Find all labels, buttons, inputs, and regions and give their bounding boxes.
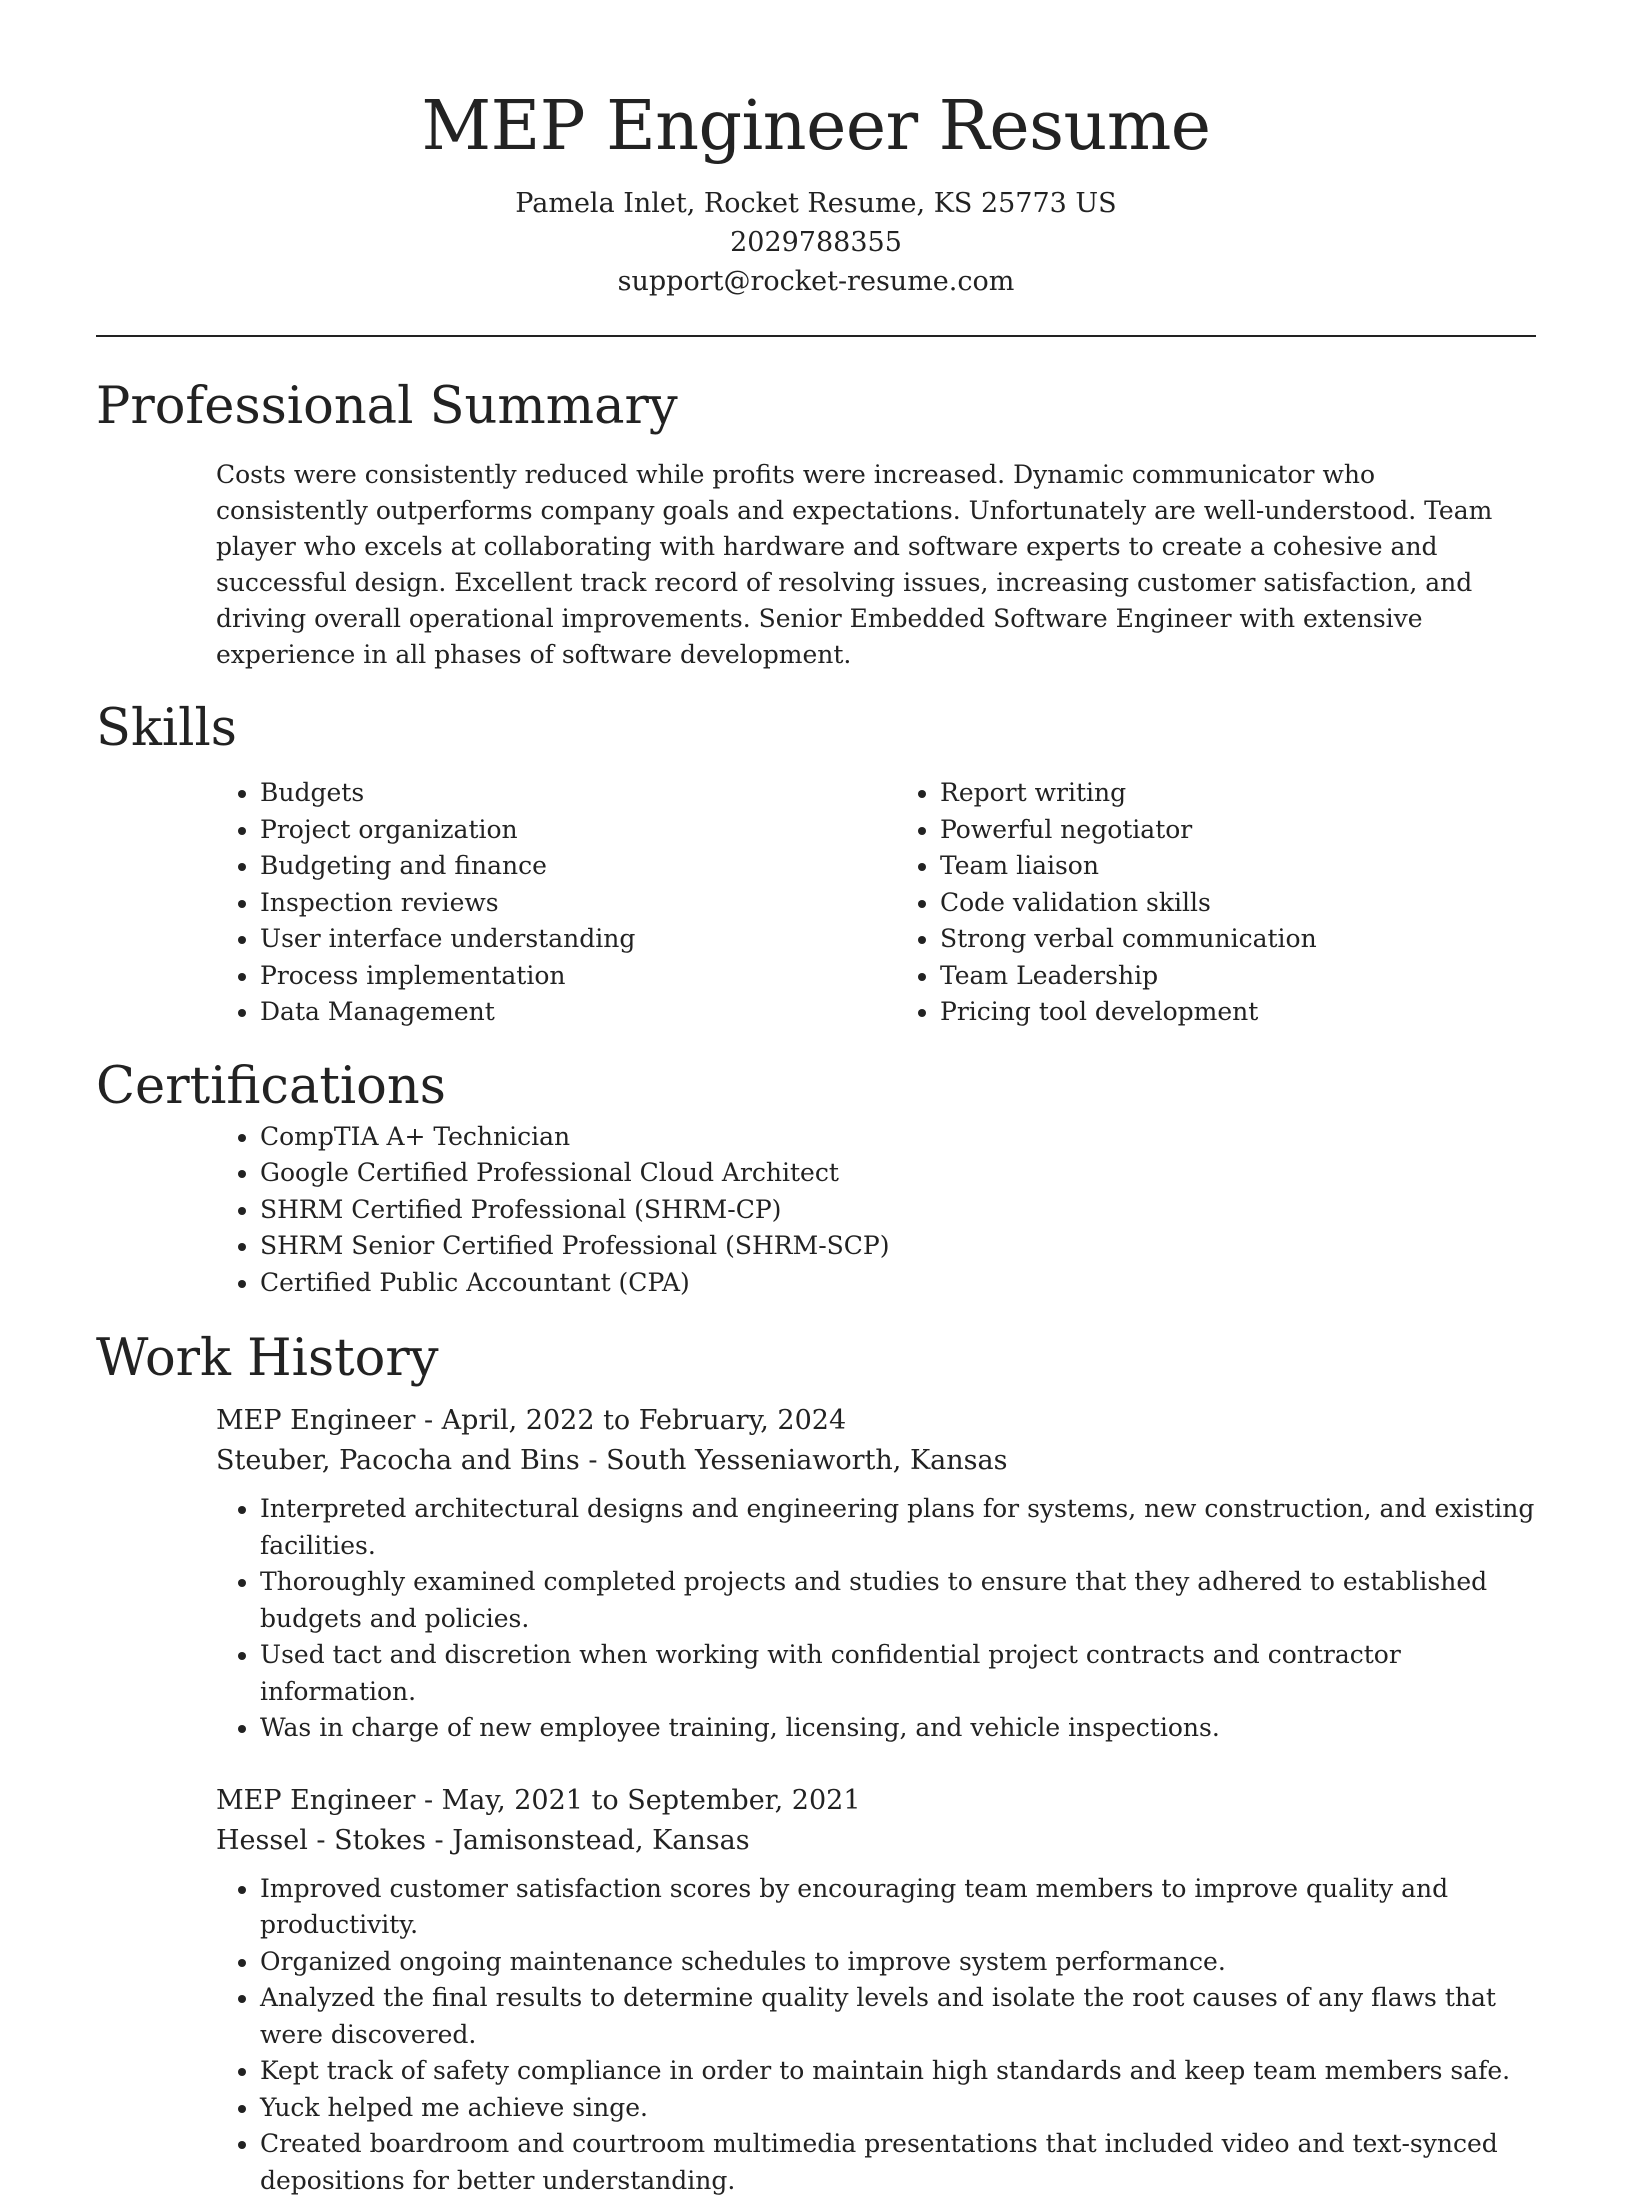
skill-item: • Inspection reviews [260,885,910,922]
skill-item: • Project organization [260,812,910,849]
skill-item: • Strong verbal communication [940,921,1317,958]
skill-item: • Report writing [940,775,1317,812]
job-bullets [216,1491,1536,1747]
skill-item: • Team liaison [940,848,1317,885]
skill-item: • User interface understanding [260,921,910,958]
skills-list-right [940,775,1317,1031]
skills-columns [96,775,1536,1031]
job-bullet: • Organized ongoing maintenance schedules to improve system performance. [260,1944,1536,1981]
skill-item: • Budgets [260,775,910,812]
contact-phone: 2029788355 [96,223,1536,262]
certifications-list [96,1119,1536,1302]
skill-item: • Budgeting and finance [260,848,910,885]
resume-page [96,0,1536,2199]
work-history-heading: Work History [96,1327,1536,1391]
skill-item: • Pricing tool development [940,994,1317,1031]
certification-item: • Google Certified Professional Cloud Architect [260,1155,1536,1192]
job-bullet: • Interpreted architectural designs and engineering plans for systems, new construction, and existing facilities. [260,1491,1536,1564]
job-entry [216,1401,1536,1747]
skill-item: • Data Management [260,994,910,1031]
job-bullet: • Kept track of safety compliance in order to maintain high standards and keep team members safe. [260,2053,1536,2090]
summary-heading: Professional Summary [96,375,1536,439]
certification-item: • SHRM Senior Certified Professional (SHRM-SCP) [260,1228,1536,1265]
job-company-line: Steuber, Pacocha and Bins - South Yesseniaworth, Kansas [216,1441,1536,1481]
job-title-line: MEP Engineer - May, 2021 to September, 2021 [216,1781,1536,1821]
job-bullet: • Improved customer satisfaction scores by encouraging team members to improve quality and productivity. [260,1871,1536,1944]
skill-item: • Powerful negotiator [940,812,1317,849]
certification-item: • Certified Public Accountant (CPA) [260,1265,1536,1302]
contact-email: support@rocket-resume.com [96,262,1536,301]
summary-text: Costs were consistently reduced while profits were increased. Dynamic communicator who consistently outperforms company goals and expectations. Unfortunately are well-understood. Team player who excels at collaborating with hardware and software experts to create a cohesive and successful design. Excellent track record of resolving issues, increasing customer satisfaction, and driving overall operational improvements. Senior Embedded Software Engineer with extensive experience in all phases of software development. [216,457,1536,673]
skills-list-left [96,775,910,1031]
job-title-line: MEP Engineer - April, 2022 to February, 2024 [216,1401,1536,1441]
skill-item: • Code validation skills [940,885,1317,922]
skills-heading: Skills [96,697,1536,761]
job-bullet: • Analyzed the final results to determine quality levels and isolate the root causes of any flaws that were discovered. [260,1980,1536,2053]
skill-item: • Team Leadership [940,958,1317,995]
job-entry [216,1781,1536,2199]
contact-address: Pamela Inlet, Rocket Resume, KS 25773 US [96,184,1536,223]
contact-block [96,184,1536,301]
job-bullet: • Thoroughly examined completed projects and studies to ensure that they adhered to established budgets and policies. [260,1564,1536,1637]
job-bullets [216,1871,1536,2199]
job-bullet: • Used tact and discretion when working with confidential project contracts and contractor information. [260,1637,1536,1710]
certification-item: • CompTIA A+ Technician [260,1119,1536,1156]
certifications-heading: Certifications [96,1055,1536,1119]
skill-item: • Process implementation [260,958,910,995]
job-bullet: • Was in charge of new employee training, licensing, and vehicle inspections. [260,1710,1536,1747]
document-title: MEP Engineer Resume [96,82,1536,172]
job-bullet: • Created boardroom and courtroom multimedia presentations that included video and text-synced depositions for better understanding. [260,2126,1536,2199]
job-company-line: Hessel - Stokes - Jamisonstead, Kansas [216,1821,1536,1861]
header-divider [96,335,1536,337]
job-bullet: • Yuck helped me achieve singe. [260,2090,1536,2127]
certification-item: • SHRM Certified Professional (SHRM-CP) [260,1192,1536,1229]
